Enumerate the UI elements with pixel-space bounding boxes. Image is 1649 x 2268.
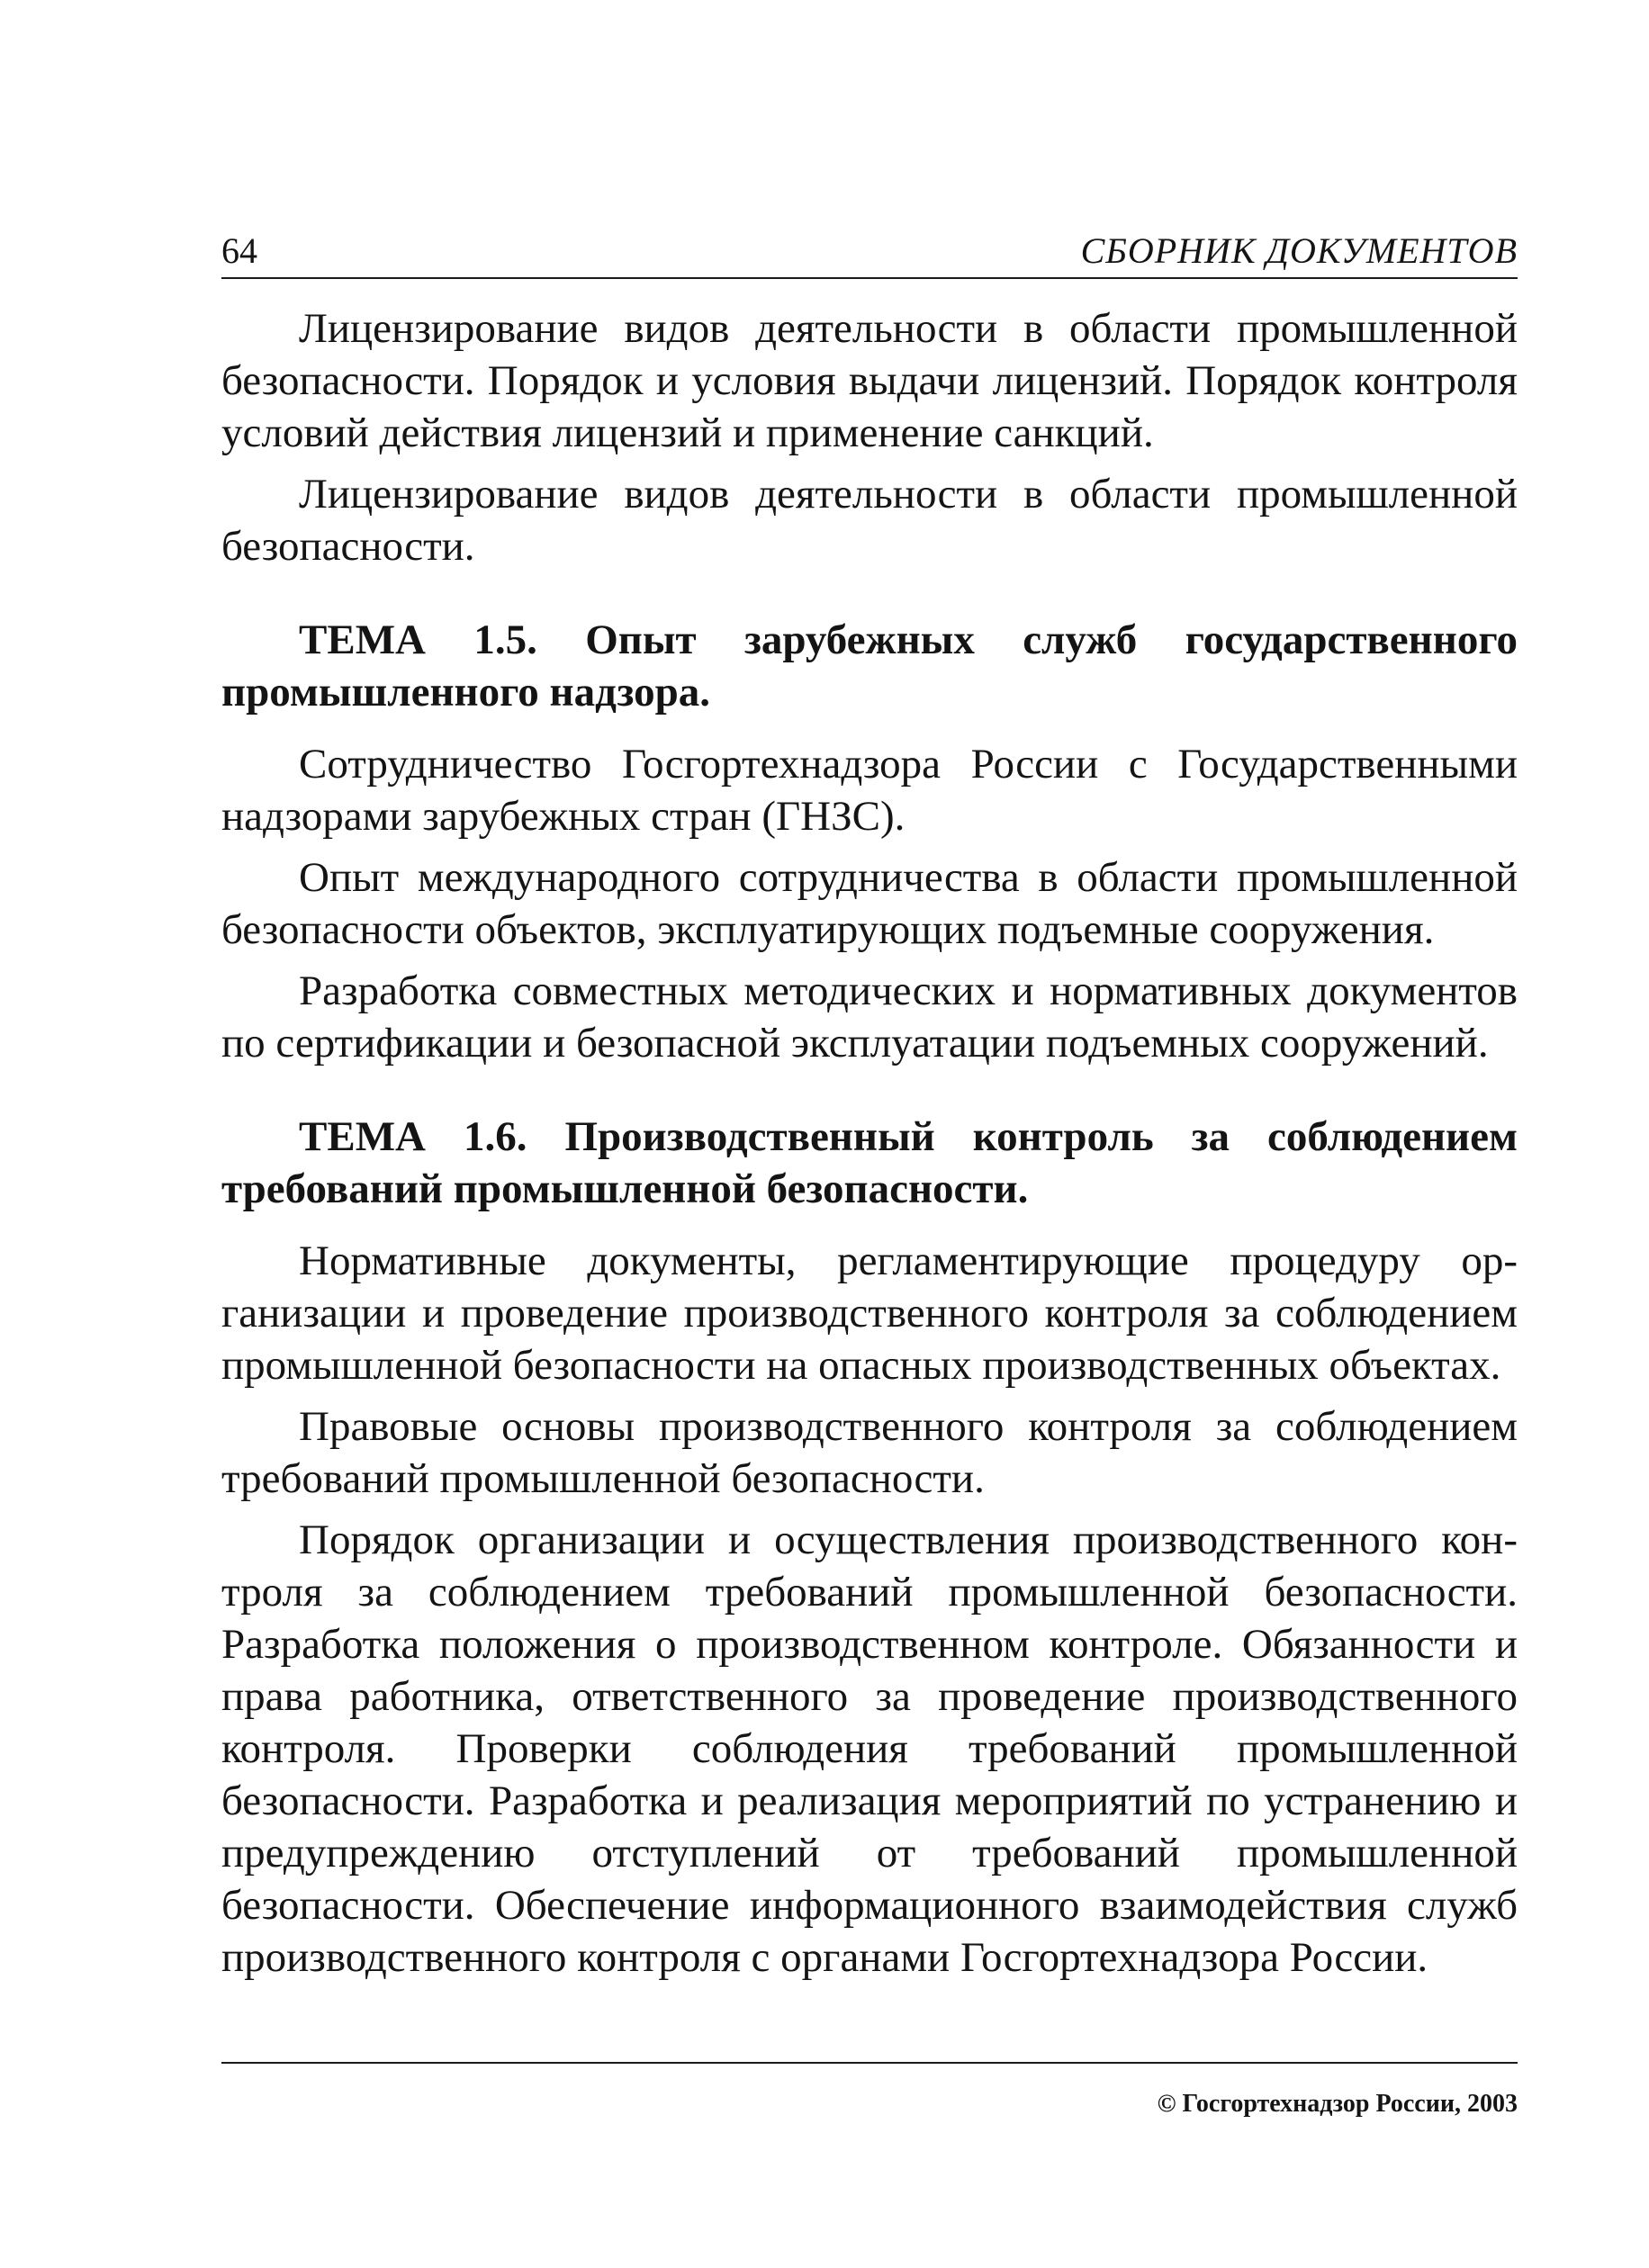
paragraph-legal-basis: Правовые основы производственного контроля за соблюдением требований промышленной безопасности. xyxy=(221,1403,1518,1502)
collection-title: СБОРНИК ДОКУМЕНТОВ xyxy=(1080,230,1518,271)
footer-rule xyxy=(221,2062,1518,2064)
paragraph-normative-documents: Нормативные документы, регламентирующие процедуру организации и проведение производственного контроля за соблюдением промышленной безопасности на опасных производственных объектах. xyxy=(221,1238,1518,1389)
footer-copyright: © Госгортехнадзор России, 2003 xyxy=(1157,2090,1518,2118)
page xyxy=(221,225,1518,1993)
paragraph-joint-documents: Разработка совместных методических и нормативных документов по сертификации и безопасной эксплуатации подъемных сооружений. xyxy=(221,968,1518,1066)
paragraph-control-procedure: Порядок организации и осуществления производственного контроля за соблюдением требований промышленной безопасности. Разработка положения о производственном контроле. Обязанности и права работника, ответственного за проведение производственного контроля. Проверки соблюдения требований промышленной безопасности. Разработка и реализация мероприятий по устранению и предупреждению отступлений от требований промышленной безопасности. Обеспечение информационного взаимодействия служб производственного контроля с органами Госгортехнадзора России. xyxy=(221,1516,1518,1981)
body-text xyxy=(221,302,1518,1984)
topic-heading-1-5: ТЕМА 1.5. Опыт зарубежных служб государственного промышленного надзора. xyxy=(221,616,1518,716)
header-rule xyxy=(221,277,1518,279)
paragraph-licensing-types: Лицензирование видов деятельности в области промышленной безопасности. xyxy=(221,471,1518,570)
paragraph-licensing-procedure: Лицензирование видов деятельности в области промышленной безопасности. Порядок и условия выдачи лицензий. Порядок контроля условий действия лицензий и применение санкций. xyxy=(221,305,1518,456)
running-header xyxy=(221,225,1518,277)
topic-heading-1-6: ТЕМА 1.6. Производственный контроль за соблюдением требований промышленной безопасности. xyxy=(221,1113,1518,1212)
paragraph-cooperation-gnzs: Сотрудничество Госгортехнадзора России с Государственными надзорами зарубежных стран (ГНЗС). xyxy=(221,741,1518,840)
page-number: 64 xyxy=(221,230,257,271)
paragraph-international-experience: Опыт международного сотрудничества в области промышленной безопасности объектов, эксплуатирующих подъемные сооружения. xyxy=(221,854,1518,953)
